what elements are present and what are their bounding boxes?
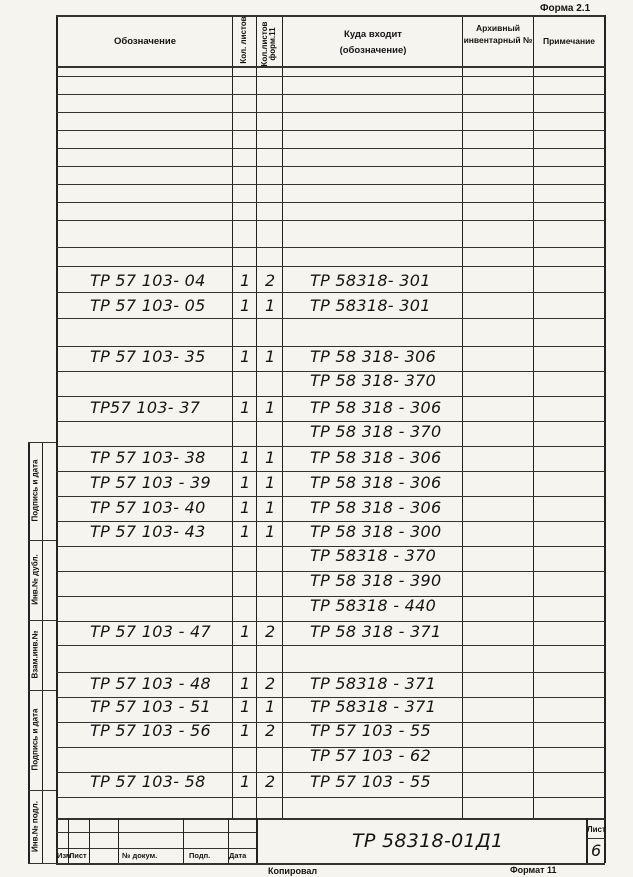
cell-sheets: 1	[240, 296, 251, 315]
row-line	[56, 76, 605, 77]
cell-sheets-form11: 1	[265, 448, 276, 467]
cell-used-in: ТР 57 103 - 62	[310, 746, 431, 765]
stamp-col-line	[118, 818, 119, 863]
row-line	[56, 247, 605, 248]
cell-used-in: ТР 58318- 301	[310, 271, 431, 290]
stamp-row-line	[56, 832, 256, 833]
row-line	[56, 166, 605, 167]
row-line	[56, 220, 605, 221]
cell-sheets: 1	[240, 721, 251, 740]
row-line	[56, 396, 605, 397]
cell-sheets-form11: 1	[265, 522, 276, 541]
cell-designation: ТР 57 103- 58	[90, 772, 206, 791]
cell-designation: ТР 57 103- 43	[90, 522, 206, 541]
cell-sheets: 1	[240, 522, 251, 541]
stamp-col-sign: Подп.	[189, 851, 211, 860]
cell-sheets-form11: 2	[265, 674, 276, 693]
header-bottom-border	[56, 66, 605, 68]
cell-used-in: ТР 58318 - 371	[310, 697, 437, 716]
cell-designation: ТР57 103- 37	[90, 398, 201, 417]
cell-used-in: ТР 58 318 - 306	[310, 498, 442, 517]
side-strip-divider	[42, 442, 43, 863]
row-line	[56, 266, 605, 267]
stamp-col-izm: Изм	[57, 851, 72, 860]
cell-used-in: ТР 58318- 301	[310, 296, 431, 315]
cell-used-in: ТР 58 318 - 306	[310, 398, 442, 417]
cell-designation: ТР 57 103- 04	[90, 271, 206, 290]
table-top-border	[56, 15, 605, 17]
cell-sheets-form11: 1	[265, 296, 276, 315]
cell-sheets: 1	[240, 473, 251, 492]
row-line	[56, 672, 605, 673]
cell-sheets-form11: 1	[265, 697, 276, 716]
cell-sheets-form11: 1	[265, 473, 276, 492]
cell-designation: ТР 57 103 - 51	[90, 697, 211, 716]
cell-sheets: 1	[240, 772, 251, 791]
side-label-original-inv: Инв.№ подл.	[30, 801, 40, 852]
side-label-replaced-inv: Взам.инв.№	[30, 630, 40, 679]
table-left-border	[56, 15, 58, 863]
cell-used-in: ТР 57 103 - 55	[310, 721, 431, 740]
sheet-box-line	[586, 838, 605, 839]
row-line	[56, 292, 605, 293]
row-line	[56, 112, 605, 113]
cell-designation: ТР 57 103- 05	[90, 296, 206, 315]
header-sheets: Кол. листов	[239, 16, 248, 64]
cell-designation: ТР 57 103 - 47	[90, 622, 211, 641]
cell-used-in: ТР 58 318 - 300	[310, 522, 442, 541]
row-line	[56, 94, 605, 95]
cell-sheets-form11: 2	[265, 622, 276, 641]
title-block-top	[56, 818, 605, 820]
cell-designation: ТР 57 103- 38	[90, 448, 206, 467]
row-line	[56, 446, 605, 447]
row-line	[56, 184, 605, 185]
cell-sheets-form11: 2	[265, 271, 276, 290]
sheet-label: Лист	[587, 825, 606, 834]
row-line	[56, 130, 605, 131]
header-sheets-form11: Кол.листов форм.11	[260, 21, 277, 67]
footer-format: Формат 11	[510, 865, 557, 875]
stamp-col-docnum: № докум.	[122, 851, 158, 860]
header-archive: Архивный инвентарный №	[463, 23, 533, 45]
cell-sheets-form11: 2	[265, 721, 276, 740]
cell-designation: ТР 57 103 - 48	[90, 674, 211, 693]
row-line	[56, 471, 605, 472]
sheet-number: 6	[591, 841, 602, 860]
cell-sheets: 1	[240, 622, 251, 641]
cell-used-in: ТР 58 318 - 371	[310, 622, 442, 641]
side-label-signature-date: Подпись и дата	[30, 459, 40, 522]
row-line	[56, 318, 605, 319]
document-code: ТР 58318-01Д1	[352, 830, 504, 852]
header-designation: Обозначение	[113, 36, 177, 47]
cell-sheets: 1	[240, 398, 251, 417]
row-line	[56, 645, 605, 646]
cell-used-in: ТР 58 318 - 390	[310, 571, 442, 590]
cell-sheets: 1	[240, 674, 251, 693]
cell-used-in: ТР 58318 - 371	[310, 674, 437, 693]
cell-designation: ТР 57 103- 40	[90, 498, 206, 517]
cell-used-in: ТР 58 318- 306	[310, 347, 437, 366]
cell-used-in: ТР 58318 - 440	[310, 596, 437, 615]
header-used-in: Куда входит (обозначение)	[339, 29, 407, 56]
row-line	[56, 797, 605, 798]
form-label: Форма 2.1	[540, 3, 591, 14]
side-label-signature-date-2: Подпись и дата	[30, 708, 40, 771]
cell-sheets-form11: 1	[265, 347, 276, 366]
cell-sheets: 1	[240, 271, 251, 290]
side-label-duplicate-inv: Инв.№ дубл.	[30, 554, 40, 605]
row-line	[56, 148, 605, 149]
cell-designation: ТР 57 103 - 56	[90, 721, 211, 740]
cell-used-in: ТР 58 318 - 306	[310, 473, 442, 492]
stamp-col-date: Дата	[229, 851, 247, 860]
cell-sheets-form11: 1	[265, 498, 276, 517]
row-line	[56, 202, 605, 203]
cell-sheets: 1	[240, 697, 251, 716]
cell-sheets-form11: 1	[265, 398, 276, 417]
table-right-border	[604, 15, 606, 863]
cell-sheets: 1	[240, 448, 251, 467]
row-line	[56, 496, 605, 497]
cell-used-in: ТР 58 318 - 306	[310, 448, 442, 467]
cell-used-in: ТР 58 318- 370	[310, 371, 437, 390]
footer-copied: Копировал	[268, 866, 318, 876]
stamp-col-line	[183, 818, 184, 863]
cell-used-in: ТР 57 103 - 55	[310, 772, 431, 791]
cell-sheets: 1	[240, 498, 251, 517]
cell-sheets: 1	[240, 347, 251, 366]
stamp-col-line	[256, 818, 258, 863]
cell-used-in: ТР 58318 - 370	[310, 546, 437, 565]
stamp-col-list: Лист	[69, 851, 87, 860]
stamp-col-line	[89, 818, 90, 863]
stamp-row-line	[56, 848, 256, 849]
cell-used-in: ТР 58 318 - 370	[310, 422, 442, 441]
cell-designation: ТР 57 103 - 39	[90, 473, 211, 492]
header-note: Примечание	[542, 36, 596, 46]
cell-sheets-form11: 2	[265, 772, 276, 791]
cell-designation: ТР 57 103- 35	[90, 347, 206, 366]
